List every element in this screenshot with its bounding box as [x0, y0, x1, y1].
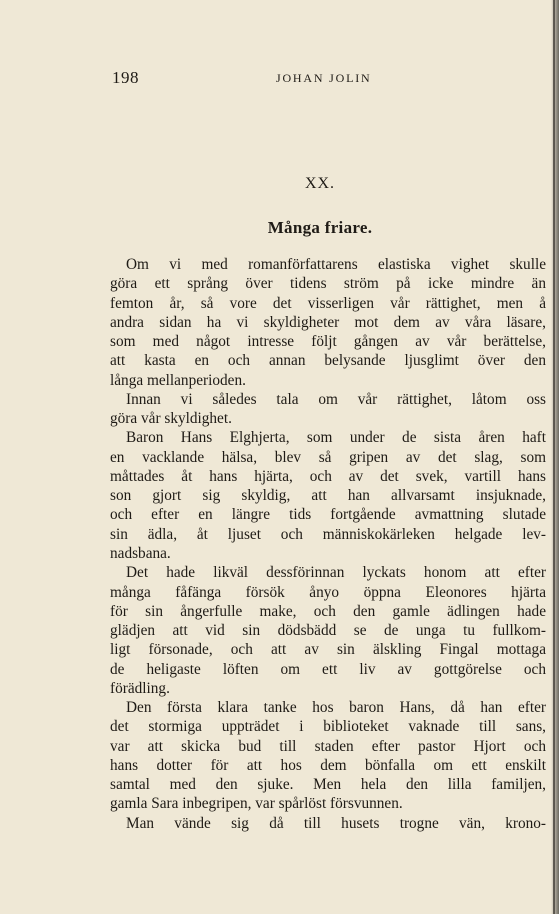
text-line: det stormiga uppträdet i biblioteket vaknade till sans, — [110, 718, 546, 736]
text-line: Om vi med romanförfattarens elastiska vighet skulle — [126, 256, 546, 273]
text-line: gamla Sara inbegripen, var spårlöst försvunnen. — [110, 795, 403, 813]
body-text — [110, 255, 546, 833]
text-line: Det hade likväl dessförinnan lyckats honom att efter — [126, 564, 546, 582]
text-line: Man vände sig då till husets trogne vän, krono- — [126, 814, 546, 832]
text-line: nadsbana. — [110, 544, 171, 562]
chapter-title: Många friare. — [267, 218, 373, 237]
text-line: och efter en längre tids fortgående avmattning slutade — [110, 506, 546, 524]
text-line: en vacklande hälsa, blev så gripen av det slag, som — [110, 448, 546, 466]
text-line: son gjort sig skyldig, att han allvarsamt insjuknade, — [110, 487, 546, 505]
text-line: att kasta en och annan belysande ljusglimt över den — [110, 352, 546, 370]
text-line: hans dotter för att hos dem bönfalla om ett enskilt — [110, 756, 546, 774]
running-header — [0, 68, 559, 92]
page-edge-line — [553, 0, 555, 914]
text-line: långa mellanperioden. — [110, 371, 246, 389]
text-line: glädjen att vid sin dödsbädd se de unga tu fullkom- — [110, 622, 546, 640]
text-line: måttades åt hans hjärta, och av det svek, vartill hans — [110, 467, 546, 485]
text-line: Innan vi således tala om vår rättighet, låtom oss — [126, 390, 546, 408]
text-line: många fåfänga försök ånyo öppna Eleonores hjärta — [110, 583, 546, 601]
chapter-number: XX. — [304, 175, 336, 192]
text-line: sin ädla, åt ljuset och människokärleken helgade lev- — [110, 525, 546, 543]
text-line: Den första klara tanke hos baron Hans, då han efter — [126, 699, 546, 717]
text-line: samtal med den sjuke. Men hela den lilla familjen, — [110, 776, 546, 794]
text-line: femton år, så vore det visserligen vår rättighet, men å — [110, 294, 546, 312]
text-line: som med något intresse följt gången av vår berättelse, — [110, 333, 546, 351]
text-line: var att skicka bud till staden efter pastor Hjort och — [110, 737, 546, 755]
text-line: för sin ångerfulle make, och den gamle ädlingen hade — [110, 602, 546, 620]
text-line: de heligaste löften om ett liv av gottgörelse och — [110, 660, 546, 678]
text-line: ligt försonade, och att av sin älskling Fingal mottaga — [110, 641, 546, 659]
page-number: 198 — [112, 68, 139, 87]
text-line: andra sidan ha vi skyldigheter mot dem av våra läsare, — [110, 313, 546, 331]
running-title: JOHAN JOLIN — [276, 71, 372, 85]
text-line: göra vår skyldighet. — [110, 410, 232, 428]
text-line: göra ett språng över tidens ström på icke mindre än — [110, 275, 546, 293]
text-line: förädling. — [110, 679, 170, 697]
text-line: Baron Hans Elghjerta, som under de sista åren haft — [126, 429, 546, 447]
